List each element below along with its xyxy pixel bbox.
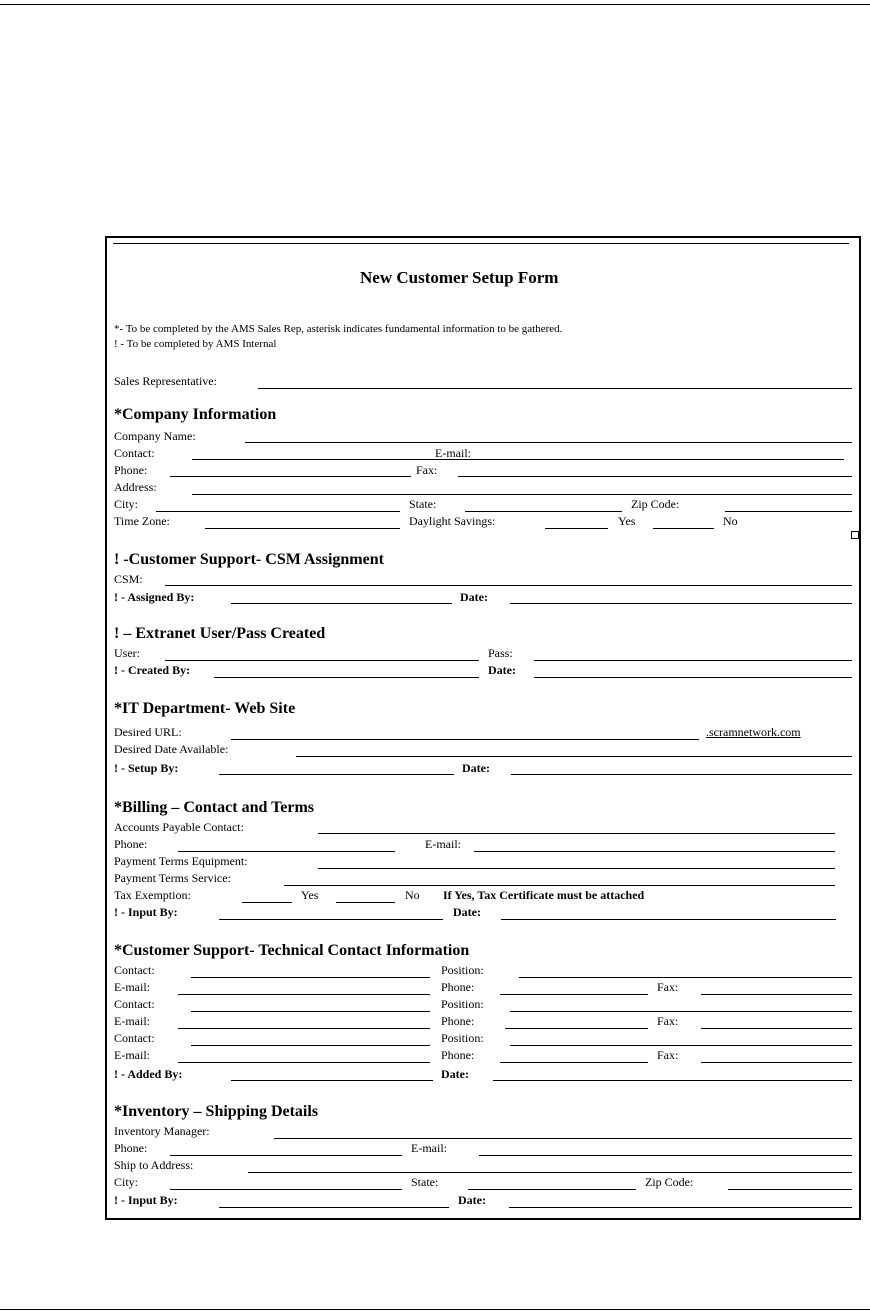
tech-position-1-label: Position:: [441, 963, 484, 977]
inventory-manager-label: Inventory Manager:: [114, 1124, 210, 1138]
tech-fax-1-field[interactable]: [701, 994, 852, 995]
tech-added-by-field[interactable]: [231, 1080, 433, 1081]
tech-phone-3-field[interactable]: [500, 1062, 648, 1063]
billing-tax-no-field[interactable]: [336, 902, 395, 903]
billing-terms-equipment-field[interactable]: [318, 868, 835, 869]
company-heading: *Company Information: [114, 406, 277, 423]
company-dst-no-label: No: [723, 514, 738, 528]
inventory-zip-label: Zip Code:: [645, 1175, 694, 1189]
tech-position-2-label: Position:: [441, 997, 484, 1011]
billing-tax-note: If Yes, Tax Certificate must be attached: [443, 888, 645, 902]
company-address-field[interactable]: [192, 494, 852, 495]
csm-date-field[interactable]: [510, 603, 852, 604]
csm-assigned-by-field[interactable]: [231, 603, 452, 604]
inventory-date-label: Date:: [458, 1193, 486, 1207]
note-internal: ! - To be completed by AMS Internal: [114, 338, 277, 350]
inventory-phone-field[interactable]: [170, 1155, 402, 1156]
extranet-date-field[interactable]: [534, 677, 852, 678]
tech-position-3-label: Position:: [441, 1031, 484, 1045]
tech-fax-2-field[interactable]: [701, 1028, 852, 1029]
inventory-input-by-label: ! - Input By:: [114, 1193, 178, 1207]
tech-fax-3-field[interactable]: [701, 1062, 852, 1063]
tech-email-3-field[interactable]: [178, 1062, 430, 1063]
inventory-ship-to-field[interactable]: [248, 1172, 852, 1173]
it-date-label: Date:: [462, 761, 490, 775]
tech-position-1-field[interactable]: [519, 977, 852, 978]
it-url-label: Desired URL:: [114, 725, 182, 739]
billing-heading: *Billing – Contact and Terms: [114, 799, 315, 816]
company-name-label: Company Name:: [114, 429, 196, 443]
billing-input-by-field[interactable]: [219, 919, 443, 920]
csm-field[interactable]: [165, 585, 852, 586]
it-setup-by-field[interactable]: [219, 774, 454, 775]
company-email-label: E-mail:: [435, 446, 471, 460]
note-sales-rep: *- To be completed by the AMS Sales Rep, asterisk indicates fundamental information to be gathered.: [114, 323, 563, 335]
company-contact-label: Contact:: [114, 446, 155, 460]
tech-date-field[interactable]: [493, 1080, 852, 1081]
billing-terms-equipment-label: Payment Terms Equipment:: [114, 854, 248, 868]
extranet-user-label: User:: [114, 646, 140, 660]
tech-fax-2-label: Fax:: [657, 1014, 679, 1028]
inventory-city-field[interactable]: [170, 1189, 402, 1190]
inventory-manager-field[interactable]: [274, 1138, 852, 1139]
it-date-field[interactable]: [511, 774, 852, 775]
billing-terms-service-field[interactable]: [284, 885, 835, 886]
tech-fax-1-label: Fax:: [657, 980, 679, 994]
company-timezone-label: Time Zone:: [114, 514, 170, 528]
csm-heading: ! -Customer Support- CSM Assignment: [114, 551, 384, 568]
billing-tax-yes-field[interactable]: [242, 902, 292, 903]
tech-contact-1-label: Contact:: [114, 963, 155, 977]
inventory-email-field[interactable]: [479, 1155, 852, 1156]
billing-ap-contact-label: Accounts Payable Contact:: [114, 820, 244, 834]
tech-phone-1-field[interactable]: [500, 994, 648, 995]
company-name-field[interactable]: [245, 442, 852, 443]
company-address-label: Address:: [114, 480, 157, 494]
tech-heading: *Customer Support- Technical Contact Information: [114, 942, 470, 959]
company-zip-field[interactable]: [725, 511, 852, 512]
extranet-created-by-label: ! - Created By:: [114, 663, 191, 677]
tech-phone-2-field[interactable]: [505, 1028, 648, 1029]
company-dst-yes-label: Yes: [618, 514, 636, 528]
billing-email-field[interactable]: [474, 851, 835, 852]
billing-tax-yes-label: Yes: [301, 888, 319, 902]
it-heading: *IT Department- Web Site: [114, 700, 296, 717]
inventory-state-field[interactable]: [468, 1189, 636, 1190]
billing-date-field[interactable]: [501, 919, 836, 920]
inventory-heading: *Inventory – Shipping Details: [114, 1103, 319, 1120]
page-top-rule: [0, 4, 870, 5]
inventory-state-label: State:: [411, 1175, 439, 1189]
tech-email-2-label: E-mail:: [114, 1014, 150, 1028]
company-timezone-field[interactable]: [205, 528, 400, 529]
billing-phone-field[interactable]: [178, 851, 395, 852]
company-dst-no-field[interactable]: [653, 528, 714, 529]
it-date-available-label: Desired Date Available:: [114, 742, 229, 756]
csm-label: CSM:: [114, 572, 143, 586]
tech-added-by-label: ! - Added By:: [114, 1067, 183, 1081]
tech-position-3-field[interactable]: [510, 1045, 852, 1046]
tech-email-3-label: E-mail:: [114, 1048, 150, 1062]
inventory-date-field[interactable]: [509, 1207, 852, 1208]
company-dst-yes-field[interactable]: [545, 528, 608, 529]
inventory-input-by-field[interactable]: [219, 1207, 449, 1208]
billing-ap-contact-field[interactable]: [318, 833, 835, 834]
tech-phone-3-label: Phone:: [441, 1048, 475, 1062]
company-dst-label: Daylight Savings:: [409, 514, 496, 528]
extranet-created-by-field[interactable]: [214, 677, 479, 678]
it-setup-by-label: ! - Setup By:: [114, 761, 179, 775]
company-fax-field[interactable]: [458, 476, 852, 477]
sales-rep-field[interactable]: [258, 388, 852, 389]
company-city-field[interactable]: [156, 511, 400, 512]
extranet-pass-field[interactable]: [534, 660, 852, 661]
billing-input-by-label: ! - Input By:: [114, 905, 178, 919]
inventory-zip-field[interactable]: [728, 1189, 852, 1190]
it-date-available-field[interactable]: [296, 756, 852, 757]
form-title: New Customer Setup Form: [360, 268, 559, 287]
company-zip-label: Zip Code:: [631, 497, 680, 511]
company-fax-label: Fax:: [416, 463, 438, 477]
tech-date-label: Date:: [441, 1067, 469, 1081]
extranet-pass-label: Pass:: [488, 646, 513, 660]
extranet-user-field[interactable]: [165, 660, 479, 661]
inventory-ship-to-label: Ship to Address:: [114, 1158, 194, 1172]
tech-contact-3-label: Contact:: [114, 1031, 155, 1045]
tech-phone-2-label: Phone:: [441, 1014, 475, 1028]
csm-assigned-by-label: ! - Assigned By:: [114, 590, 195, 604]
company-city-label: City:: [114, 497, 139, 511]
company-phone-field[interactable]: [170, 476, 411, 477]
page-bottom-rule: [0, 1309, 870, 1310]
billing-tax-no-label: No: [405, 888, 420, 902]
billing-date-label: Date:: [453, 905, 481, 919]
tech-email-2-field[interactable]: [178, 1028, 430, 1029]
inventory-city-label: City:: [114, 1175, 139, 1189]
tech-email-1-label: E-mail:: [114, 980, 150, 994]
tech-email-1-field[interactable]: [178, 994, 430, 995]
tech-phone-1-label: Phone:: [441, 980, 475, 994]
csm-date-label: Date:: [460, 590, 488, 604]
billing-terms-service-label: Payment Terms Service:: [114, 871, 231, 885]
inventory-phone-label: Phone:: [114, 1141, 148, 1155]
billing-phone-label: Phone:: [114, 837, 148, 851]
company-contact-field[interactable]: [192, 459, 844, 460]
company-phone-label: Phone:: [114, 463, 148, 477]
it-url-field[interactable]: [231, 739, 699, 740]
checkbox-icon[interactable]: [851, 531, 859, 539]
extranet-heading: ! – Extranet User/Pass Created: [114, 625, 326, 642]
extranet-date-label: Date:: [488, 663, 516, 677]
it-url-suffix: .scramnetwork.com: [706, 725, 801, 739]
billing-tax-label: Tax Exemption:: [114, 888, 191, 902]
tech-fax-3-label: Fax:: [657, 1048, 679, 1062]
company-state-label: State:: [409, 497, 437, 511]
tech-contact-3-field[interactable]: [191, 1045, 430, 1046]
tech-contact-2-field[interactable]: [191, 1011, 430, 1012]
tech-contact-2-label: Contact:: [114, 997, 155, 1011]
tech-contact-1-field[interactable]: [191, 977, 430, 978]
tech-position-2-field[interactable]: [510, 1011, 852, 1012]
frame-inner-rule: [113, 243, 849, 244]
inventory-email-label: E-mail:: [411, 1141, 447, 1155]
company-state-field[interactable]: [465, 511, 622, 512]
billing-email-label: E-mail:: [425, 837, 461, 851]
sales-rep-label: Sales Representative:: [114, 374, 217, 388]
